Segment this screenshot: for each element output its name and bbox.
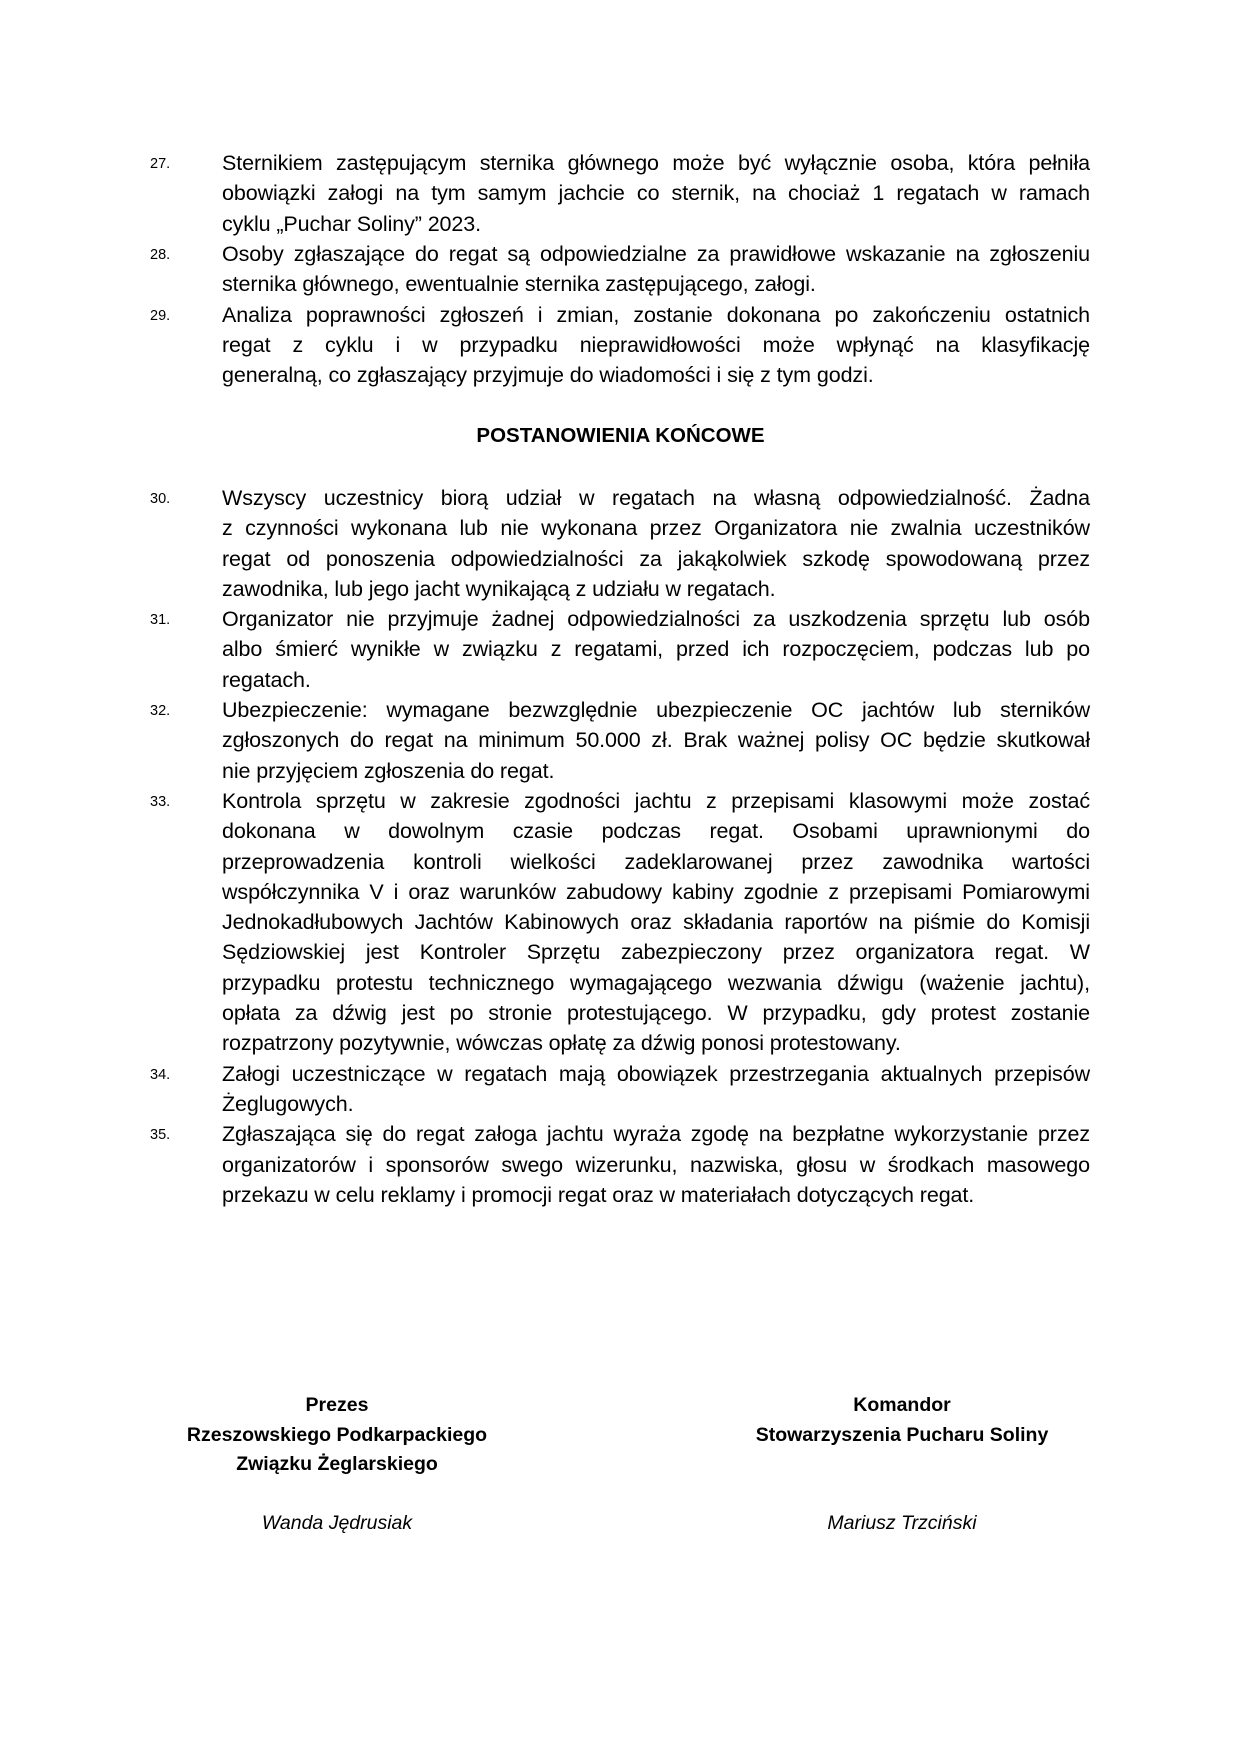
- signature-title-line: Komandor: [853, 1394, 951, 1416]
- item-text-line: Organizator nie przyjmuje żadnej odpowiedzialności za uszkodzenia sprzętu lub osób: [222, 607, 1090, 632]
- item-text-line: Załogi uczestniczące w regatach mają obowiązek przestrzegania aktualnych przepisów: [222, 1061, 1090, 1086]
- item-text-line: regatach.: [222, 667, 311, 692]
- item-number: 33.: [150, 794, 171, 810]
- item-text: [222, 695, 1090, 786]
- signature-block-left: [127, 1391, 547, 1538]
- signature-name: Wanda Jędrusiak: [261, 1511, 413, 1534]
- item-text-line: z czynności wykonana lub nie wykonana przez Organizatora nie zwalnia uczestników: [222, 516, 1090, 541]
- item-text-line: Sternikiem zastępującym sternika głównego może być wyłącznie osoba, która pełniła: [222, 151, 1090, 175]
- item-text-line: przypadku protestu technicznego wymagającego wezwania dźwigu (ważenie jachtu),: [222, 970, 1090, 995]
- item-text-line: Kontrola sprzętu w zakresie zgodności jachtu z przepisami klasowymi może zostać: [222, 789, 1090, 813]
- signature-name: Mariusz Trzciński: [827, 1511, 977, 1534]
- item-text-line: sternika głównego, ewentualnie sternika zastępującego, załogi.: [222, 272, 816, 297]
- item-text-line: przekazu w celu reklamy i promocji regat oraz w materiałach dotyczących regat.: [222, 1182, 975, 1207]
- item-text-line: Wszyscy uczestnicy biorą udział w regatach na własną odpowiedzialność. Żadna: [222, 486, 1090, 510]
- item-text-line: przeprowadzenia kontroli wielkości zadeklarowanej przez zawodnika wartości: [222, 849, 1090, 874]
- item-text: [222, 1059, 1090, 1120]
- item-text-line: Jednokadłubowych Jachtów Kabinowych oraz składania raportów na piśmie do Komisji: [222, 910, 1090, 935]
- item-text-line: regat z cyklu i w przypadku nieprawidłowości może wpłynąć na klasyfikację: [222, 332, 1090, 357]
- section-heading: POSTANOWIENIA KOŃCOWE: [476, 424, 765, 447]
- item-text-line: nie przyjęciem zgłoszenia do regat.: [222, 758, 555, 783]
- item-text-line: Żeglugowych.: [222, 1091, 354, 1116]
- signature-block-right: [692, 1391, 1112, 1538]
- item-number: 27.: [150, 156, 171, 172]
- item-text: [222, 483, 1090, 604]
- item-number: 31.: [150, 612, 171, 629]
- item-text: [222, 239, 1090, 300]
- item-text-line: Osoby zgłaszające do regat są odpowiedzialne za prawidłowe wskazanie na zgłoszeniu: [222, 241, 1090, 266]
- item-text: [222, 604, 1090, 695]
- item-number: 32.: [150, 703, 171, 720]
- item-number: 28.: [150, 246, 171, 263]
- item-text-line: zawodnika, lub jego jacht wynikającą z udziału w regatach.: [222, 576, 776, 601]
- item-text: [222, 786, 1090, 1059]
- item-text: [222, 148, 1090, 239]
- item-text-line: organizatorów i sponsorów swego wizerunku, nazwiska, głosu w środkach masowego: [222, 1152, 1090, 1177]
- item-text-line: zgłoszonych do regat na minimum 50.000 zł. Brak ważnej polisy OC będzie skutkował: [222, 728, 1090, 753]
- item-text-line: Ubezpieczenie: wymagane bezwzględnie ubezpieczenie OC jachtów lub sterników: [222, 698, 1090, 723]
- signature-title-line: Prezes: [305, 1394, 369, 1416]
- item-text: [222, 1119, 1090, 1210]
- item-text-line: generalną, co zgłaszający przyjmuje do wiadomości i się z tym godzi.: [222, 363, 874, 388]
- item-text-line: albo śmierć wynikłe w związku z regatami, przed ich rozpoczęciem, podczas lub po: [222, 637, 1090, 662]
- item-text-line: Analiza poprawności zgłoszeń i zmian, zostanie dokonana po zakończeniu ostatnich: [222, 302, 1090, 327]
- signature-title-line: Rzeszowskiego Podkarpackiego: [186, 1423, 488, 1446]
- item-number: 35.: [150, 1127, 171, 1144]
- item-text-line: Sędziowskiej jest Kontroler Sprzętu zabezpieczony przez organizatora regat. W: [222, 940, 1090, 965]
- signature-title-line: Związku Żeglarskiego: [236, 1453, 438, 1475]
- item-text-line: regat od ponoszenia odpowiedzialności za jakąkolwiek szkodę spowodowaną przez: [222, 546, 1090, 571]
- item-text-line: Zgłaszająca się do regat załoga jachtu wyraża zgodę na bezpłatne wykorzystanie przez: [222, 1122, 1090, 1147]
- item-text-line: rozpatrzony pozytywnie, wówczas opłatę za dźwig ponosi protestowany.: [222, 1031, 901, 1056]
- item-number: 29.: [150, 307, 171, 324]
- item-text-line: opłata za dźwig jest po stronie protestującego. W przypadku, gdy protest zostanie: [222, 1001, 1090, 1026]
- item-text-line: cyklu „Puchar Soliny” 2023.: [222, 211, 482, 236]
- signature-title-line: Stowarzyszenia Pucharu Soliny: [755, 1423, 1049, 1446]
- item-text-line: współczynnika V i oraz warunków zabudowy kabiny zgodnie z przepisami Pomiarowymi: [222, 879, 1090, 904]
- item-number: 30.: [150, 491, 171, 507]
- item-number: 34.: [150, 1066, 171, 1083]
- item-text-line: dokonana w dowolnym czasie podczas regat. Osobami uprawnionymi do: [222, 819, 1090, 844]
- item-text: [222, 300, 1090, 391]
- item-text-line: obowiązki załogi na tym samym jachcie co sternik, na chociaż 1 regatach w ramach: [222, 181, 1090, 206]
